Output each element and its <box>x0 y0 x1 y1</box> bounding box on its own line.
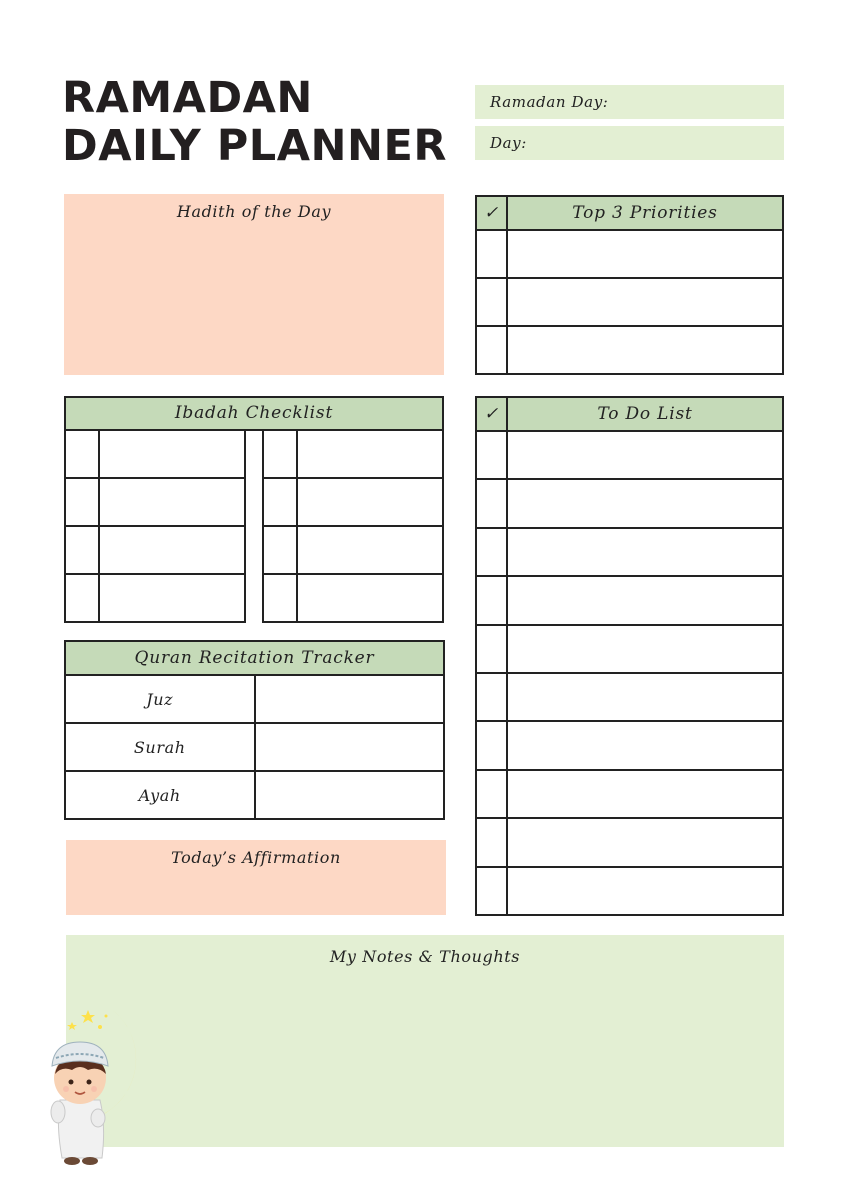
ibadah-field[interactable] <box>297 526 443 574</box>
ibadah-field[interactable] <box>99 526 245 574</box>
page-title <box>62 74 462 170</box>
title-line-2: DAILY PLANNER <box>62 121 447 171</box>
ibadah-checkbox[interactable] <box>263 526 297 574</box>
check-icon: ✓ <box>476 196 507 230</box>
quran-row-label: Juz <box>65 675 255 723</box>
ibadah-column-left <box>64 429 246 623</box>
ibadah-checkbox[interactable] <box>65 430 99 478</box>
priorities-table <box>475 195 784 375</box>
ibadah-column-right <box>262 429 444 623</box>
ibadah-checkbox[interactable] <box>263 574 297 622</box>
priority-field[interactable] <box>507 230 783 278</box>
ramadan-day-label: Ramadan Day: <box>490 93 609 111</box>
todo-checkbox[interactable] <box>476 770 507 818</box>
todo-field[interactable] <box>507 673 783 721</box>
priority-field[interactable] <box>507 278 783 326</box>
ibadah-checkbox[interactable] <box>65 574 99 622</box>
ibadah-header <box>64 396 444 431</box>
ibadah-field[interactable] <box>99 430 245 478</box>
todo-checkbox[interactable] <box>476 479 507 527</box>
todo-field[interactable] <box>507 770 783 818</box>
ibadah-field[interactable] <box>297 430 443 478</box>
quran-juz-field[interactable] <box>255 675 445 723</box>
check-icon: ✓ <box>476 397 507 431</box>
ramadan-day-field[interactable] <box>475 85 784 119</box>
todo-checkbox[interactable] <box>476 576 507 624</box>
todo-field[interactable] <box>507 818 783 866</box>
title-line-1: RAMADAN <box>62 73 313 123</box>
todo-field[interactable] <box>507 479 783 527</box>
quran-row-label: Surah <box>65 723 255 771</box>
day-field[interactable] <box>475 126 784 160</box>
priority-checkbox[interactable] <box>476 326 507 374</box>
todo-field[interactable] <box>507 576 783 624</box>
ibadah-title: Ibadah Checklist <box>174 403 334 423</box>
priority-checkbox[interactable] <box>476 230 507 278</box>
hadith-title: Hadith of the Day <box>176 202 332 221</box>
todo-checkbox[interactable] <box>476 867 507 915</box>
affirmation-title: Today’s Affirmation <box>171 848 341 867</box>
todo-field[interactable] <box>507 625 783 673</box>
boy-on-crescent-moon-icon <box>28 1000 188 1175</box>
todo-checkbox[interactable] <box>476 721 507 769</box>
ibadah-checkbox[interactable] <box>65 526 99 574</box>
todo-field[interactable] <box>507 721 783 769</box>
affirmation-box[interactable] <box>66 840 446 915</box>
quran-surah-field[interactable] <box>255 723 445 771</box>
priority-field[interactable] <box>507 326 783 374</box>
todo-field[interactable] <box>507 867 783 915</box>
todo-field[interactable] <box>507 528 783 576</box>
todo-table <box>475 396 784 916</box>
ibadah-field[interactable] <box>99 574 245 622</box>
ibadah-field[interactable] <box>297 574 443 622</box>
priorities-title: Top 3 Priorities <box>507 196 783 230</box>
todo-field[interactable] <box>507 431 783 479</box>
quran-tracker-title: Quran Recitation Tracker <box>65 641 444 675</box>
notes-title: My Notes & Thoughts <box>329 947 521 966</box>
todo-checkbox[interactable] <box>476 528 507 576</box>
quran-row-label: Ayah <box>65 771 255 819</box>
todo-checkbox[interactable] <box>476 431 507 479</box>
quran-tracker-table <box>64 640 445 820</box>
ibadah-field[interactable] <box>99 478 245 526</box>
todo-checkbox[interactable] <box>476 673 507 721</box>
hadith-box[interactable] <box>64 194 444 375</box>
todo-title: To Do List <box>507 397 783 431</box>
day-label: Day: <box>490 134 527 152</box>
ibadah-checkbox[interactable] <box>263 430 297 478</box>
todo-checkbox[interactable] <box>476 818 507 866</box>
ibadah-checkbox[interactable] <box>263 478 297 526</box>
quran-ayah-field[interactable] <box>255 771 445 819</box>
ibadah-field[interactable] <box>297 478 443 526</box>
todo-checkbox[interactable] <box>476 625 507 673</box>
priority-checkbox[interactable] <box>476 278 507 326</box>
ibadah-checkbox[interactable] <box>65 478 99 526</box>
